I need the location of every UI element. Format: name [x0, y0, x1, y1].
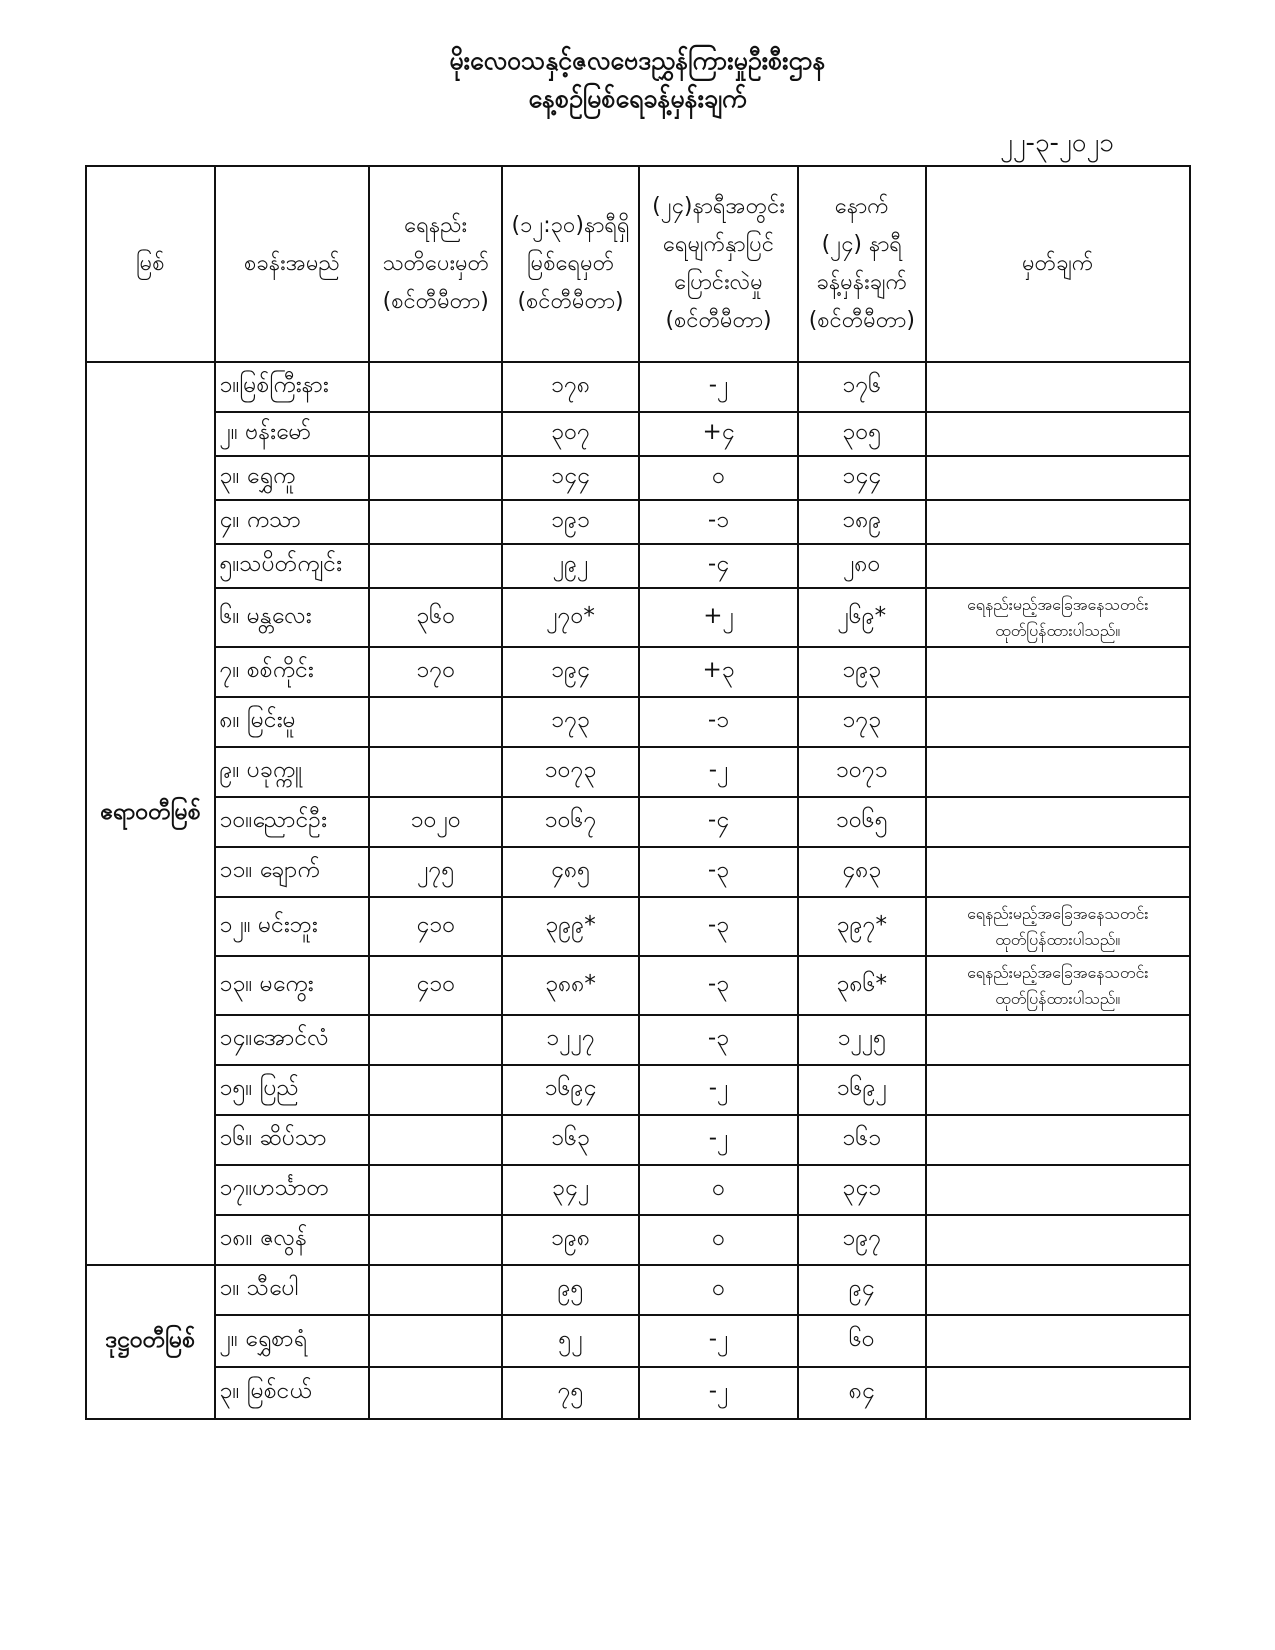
remark-cell	[926, 412, 1190, 456]
remark-cell	[926, 500, 1190, 544]
header-line: နောက်	[834, 194, 889, 219]
danger-level-cell: ၁၀၂၀	[369, 797, 502, 847]
observed-level-cell: ၁၉၄	[502, 647, 639, 697]
forecast-level-cell: ၂၈၀	[798, 544, 925, 588]
level-change-cell: -၂	[639, 1315, 798, 1367]
header-line: (စင်တီမီတာ)	[808, 308, 915, 333]
level-change-cell: -၃	[639, 897, 798, 956]
level-change-cell: -၃	[639, 847, 798, 897]
col-header-24h-change	[639, 166, 798, 362]
forecast-level-cell: ၃၄၁	[798, 1165, 925, 1215]
danger-level-cell	[369, 500, 502, 544]
forecast-table	[85, 165, 1191, 1420]
table-row	[86, 897, 1190, 956]
station-name-cell: ၉။ ပခုက္ကူ	[215, 747, 370, 797]
danger-level-cell: ၃၆၀	[369, 588, 502, 647]
forecast-level-cell: ၁၆၉၂	[798, 1065, 925, 1115]
table-row	[86, 412, 1190, 456]
forecast-level-cell: ၄၈၃	[798, 847, 925, 897]
header-line: မြစ်	[135, 251, 165, 276]
col-header-forecast	[798, 166, 925, 362]
forecast-level-cell: ၈၄	[798, 1367, 925, 1419]
col-header-station	[215, 166, 370, 362]
level-change-cell: -၁	[639, 697, 798, 747]
forecast-level-cell: ၂၆၉*	[798, 588, 925, 647]
level-change-cell: -၄	[639, 544, 798, 588]
station-name-cell: ၃။ မြစ်ငယ်	[215, 1367, 370, 1419]
remark-cell	[926, 647, 1190, 697]
station-name-cell: ၄။ ကသာ	[215, 500, 370, 544]
station-name-cell: ၁၅။ ပြည်	[215, 1065, 370, 1115]
remark-cell	[926, 362, 1190, 412]
observed-level-cell: ၄၈၅	[502, 847, 639, 897]
remark-line: ရေနည်းမည့်အခြေအနေသတင်း	[967, 962, 1149, 982]
remark-cell	[926, 797, 1190, 847]
observed-level-cell: ၁၂၂၇	[502, 1015, 639, 1065]
observed-level-cell: ၁၀၇၃	[502, 747, 639, 797]
remark-cell	[926, 956, 1190, 1015]
level-change-cell: +၂	[639, 588, 798, 647]
level-change-cell: ၀	[639, 1215, 798, 1265]
remark-cell	[926, 747, 1190, 797]
station-name-cell: ၇။ စစ်ကိုင်း	[215, 647, 370, 697]
remark-line: ရေနည်းမည့်အခြေအနေသတင်း	[967, 903, 1149, 923]
remark-cell	[926, 456, 1190, 500]
danger-level-cell	[369, 1265, 502, 1315]
remark-cell	[926, 1315, 1190, 1367]
observed-level-cell: ၁၇၃	[502, 697, 639, 747]
level-change-cell: ၀	[639, 1265, 798, 1315]
header-line: ပြောင်းလဲမှု	[674, 270, 763, 295]
document-title: မိုးလေဝသနှင့်ဇလဗေဒညွှန်ကြားမှုဦးစီးဌာန	[449, 46, 826, 75]
forecast-level-cell: ၁၈၉	[798, 500, 925, 544]
station-name-cell: ၁၈။ ဇလွန်	[215, 1215, 370, 1265]
table-row	[86, 1315, 1190, 1367]
danger-level-cell	[369, 412, 502, 456]
remark-cell	[926, 697, 1190, 747]
header-line: ခန့်မှန်းချက်	[816, 270, 908, 295]
table-row	[86, 588, 1190, 647]
danger-level-cell	[369, 1215, 502, 1265]
danger-level-cell: ၄၁၀	[369, 956, 502, 1015]
table-row	[86, 456, 1190, 500]
table-row	[86, 1115, 1190, 1165]
header-line: (စင်တီမီတာ)	[665, 308, 772, 333]
table-row	[86, 956, 1190, 1015]
forecast-level-cell: ၁၇၆	[798, 362, 925, 412]
level-change-cell: -၁	[639, 500, 798, 544]
observed-level-cell: ၂၇၀*	[502, 588, 639, 647]
table-row	[86, 1215, 1190, 1265]
station-name-cell: ၁၀။ညောင်ဦး	[215, 797, 370, 847]
col-header-river	[86, 166, 215, 362]
header-line: (စင်တီမီတာ)	[382, 289, 489, 314]
header-line: သတိပေးမှတ်	[382, 251, 490, 276]
remark-cell	[926, 1015, 1190, 1065]
danger-level-cell	[369, 544, 502, 588]
observed-level-cell: ၁၇၈	[502, 362, 639, 412]
remark-line: ထုတ်ပြန်ထားပါသည်။	[995, 988, 1121, 1008]
level-change-cell: ၀	[639, 1165, 798, 1215]
forecast-level-cell: ၁၀၆၅	[798, 797, 925, 847]
danger-level-cell	[369, 697, 502, 747]
remark-line: ထုတ်ပြန်ထားပါသည်။	[995, 620, 1121, 640]
observed-level-cell: ၁၉၈	[502, 1215, 639, 1265]
observed-level-cell: ၁၄၄	[502, 456, 639, 500]
header-line: (စင်တီမီတာ)	[517, 289, 624, 314]
level-change-cell: -၂	[639, 1367, 798, 1419]
river-name-cell: ဧရာဝတီမြစ်	[86, 362, 215, 1265]
remark-cell	[926, 1215, 1190, 1265]
station-name-cell: ၆။ မန္တလေး	[215, 588, 370, 647]
remark-cell	[926, 1265, 1190, 1315]
header-line: (၁၂:၃၀)နာရီရှိ	[511, 213, 630, 238]
station-name-cell: ၅။သပိတ်ကျင်း	[215, 544, 370, 588]
table-row	[86, 747, 1190, 797]
col-header-danger-level	[369, 166, 502, 362]
station-name-cell: ၈။ မြင်းမူ	[215, 697, 370, 747]
remark-line: ရေနည်းမည့်အခြေအနေသတင်း	[967, 594, 1149, 614]
station-name-cell: ၁၆။ ဆိပ်သာ	[215, 1115, 370, 1165]
forecast-level-cell: ၃၈၆*	[798, 956, 925, 1015]
table-row	[86, 697, 1190, 747]
table-row	[86, 1265, 1190, 1315]
danger-level-cell: ၄၁၀	[369, 897, 502, 956]
danger-level-cell: ၁၇၀	[369, 647, 502, 697]
header-line: မှတ်ချက်	[1022, 251, 1094, 276]
level-change-cell: -၃	[639, 1015, 798, 1065]
observed-level-cell: ၅၂	[502, 1315, 639, 1367]
table-row	[86, 847, 1190, 897]
remark-cell	[926, 1065, 1190, 1115]
danger-level-cell	[369, 1315, 502, 1367]
observed-level-cell: ၃၉၉*	[502, 897, 639, 956]
table-row	[86, 1065, 1190, 1115]
remark-cell	[926, 544, 1190, 588]
table-row	[86, 500, 1190, 544]
forecast-level-cell: ၉၄	[798, 1265, 925, 1315]
table-row	[86, 544, 1190, 588]
danger-level-cell	[369, 362, 502, 412]
observed-level-cell: ၃၈၈*	[502, 956, 639, 1015]
table-row	[86, 1015, 1190, 1065]
forecast-level-cell: ၃၉၇*	[798, 897, 925, 956]
observed-level-cell: ၁၆၉၄	[502, 1065, 639, 1115]
forecast-level-cell: ၁၉၇	[798, 1215, 925, 1265]
danger-level-cell	[369, 1015, 502, 1065]
danger-level-cell	[369, 1165, 502, 1215]
observed-level-cell: ၁၀၆၇	[502, 797, 639, 847]
table-row	[86, 362, 1190, 412]
station-name-cell: ၁၃။ မကွေး	[215, 956, 370, 1015]
level-change-cell: -၃	[639, 956, 798, 1015]
remark-cell	[926, 897, 1190, 956]
forecast-level-cell: ၁၆၁	[798, 1115, 925, 1165]
level-change-cell: +၃	[639, 647, 798, 697]
document-subtitle: နေ့စဉ်မြစ်ရေခန့်မှန်းချက်	[528, 84, 747, 113]
observed-level-cell: ၃၄၂	[502, 1165, 639, 1215]
remark-cell	[926, 1165, 1190, 1215]
forecast-level-cell: ၁၄၄	[798, 456, 925, 500]
table-row	[86, 1165, 1190, 1215]
header-line: ရေနည်း	[404, 213, 468, 238]
remark-cell	[926, 588, 1190, 647]
station-name-cell: ၁၁။ ချောက်	[215, 847, 370, 897]
danger-level-cell	[369, 1065, 502, 1115]
table-row	[86, 647, 1190, 697]
remark-cell	[926, 1367, 1190, 1419]
station-name-cell: ၁၂။ မင်းဘူး	[215, 897, 370, 956]
remark-cell	[926, 847, 1190, 897]
col-header-remarks	[926, 166, 1190, 362]
level-change-cell: ၀	[639, 456, 798, 500]
danger-level-cell	[369, 1115, 502, 1165]
station-name-cell: ၁။ သီပေါ	[215, 1265, 370, 1315]
observed-level-cell: ၁၉၁	[502, 500, 639, 544]
header-line: (၂၄) နာရီ	[821, 232, 902, 257]
report-date: ၂၂-၃-၂၀၂၁	[1000, 128, 1114, 158]
header-line: မြစ်ရေမှတ်	[526, 251, 615, 276]
remark-cell	[926, 1115, 1190, 1165]
forecast-level-cell: ၁၇၃	[798, 697, 925, 747]
header-row	[86, 166, 1190, 362]
header-line: ရေမျက်နှာပြင်	[663, 232, 775, 257]
station-name-cell: ၁၄။အောင်လံ	[215, 1015, 370, 1065]
station-name-cell: ၂။ ရွှေစာရံ	[215, 1315, 370, 1367]
station-name-cell: ၁။မြစ်ကြီးနား	[215, 362, 370, 412]
table-row	[86, 797, 1190, 847]
observed-level-cell: ၂၉၂	[502, 544, 639, 588]
level-change-cell: -၂	[639, 1065, 798, 1115]
table-row	[86, 1367, 1190, 1419]
header-line: စခန်းအမည်	[244, 251, 340, 276]
danger-level-cell	[369, 456, 502, 500]
danger-level-cell	[369, 1367, 502, 1419]
forecast-level-cell: ၁၂၂၅	[798, 1015, 925, 1065]
level-change-cell: -၂	[639, 747, 798, 797]
station-name-cell: ၃။ ရွှေကူ	[215, 456, 370, 500]
level-change-cell: -၂	[639, 1115, 798, 1165]
level-change-cell: -၂	[639, 362, 798, 412]
station-name-cell: ၂။ ဗန်းမော်	[215, 412, 370, 456]
header-line: (၂၄)နာရီအတွင်း	[652, 194, 785, 219]
level-change-cell: +၄	[639, 412, 798, 456]
forecast-level-cell: ၁၀၇၁	[798, 747, 925, 797]
station-name-cell: ၁၇။ဟင်္သာတ	[215, 1165, 370, 1215]
danger-level-cell	[369, 747, 502, 797]
remark-line: ထုတ်ပြန်ထားပါသည်။	[995, 929, 1121, 949]
forecast-level-cell: ၃၀၅	[798, 412, 925, 456]
observed-level-cell: ၃၀၇	[502, 412, 639, 456]
danger-level-cell: ၂၇၅	[369, 847, 502, 897]
river-name-cell: ဒုဋ္ဌဝတီမြစ်	[86, 1265, 215, 1419]
col-header-observed-level	[502, 166, 639, 362]
observed-level-cell: ၉၅	[502, 1265, 639, 1315]
level-change-cell: -၄	[639, 797, 798, 847]
observed-level-cell: ၇၅	[502, 1367, 639, 1419]
forecast-level-cell: ၆၀	[798, 1315, 925, 1367]
forecast-level-cell: ၁၉၃	[798, 647, 925, 697]
observed-level-cell: ၁၆၃	[502, 1115, 639, 1165]
